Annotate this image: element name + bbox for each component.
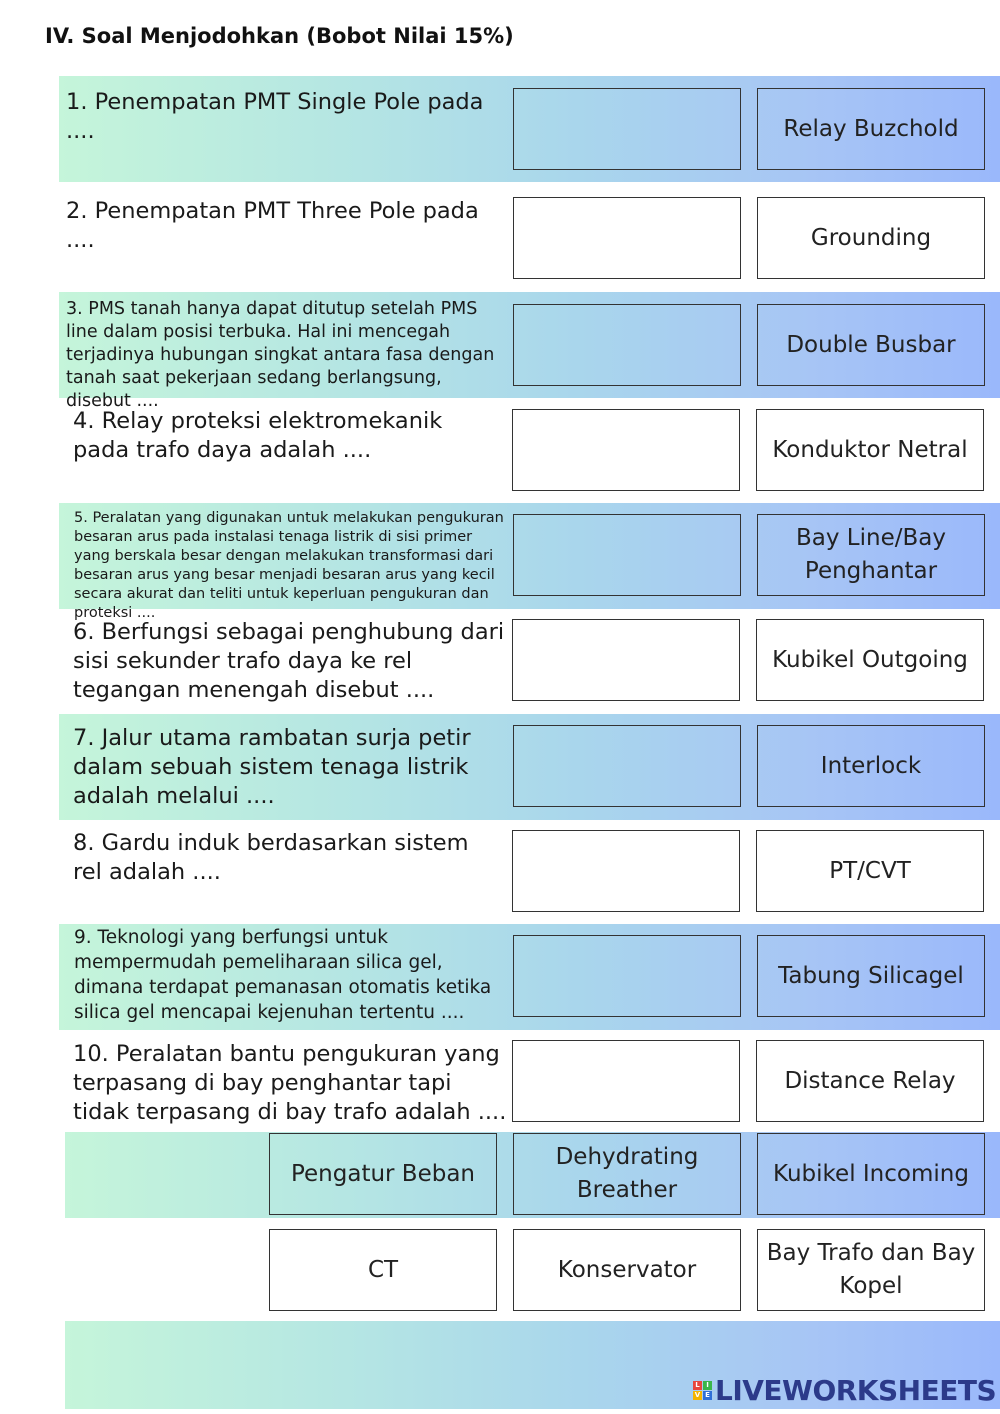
answer-drop-zone-10[interactable]: [512, 1040, 740, 1122]
word-tile[interactable]: Bay Trafo dan Bay Kopel: [757, 1229, 985, 1311]
answer-drop-zone-3[interactable]: [513, 304, 741, 386]
liveworksheets-logo: [693, 1374, 996, 1407]
word-tile[interactable]: Interlock: [757, 725, 985, 807]
answer-drop-zone-6[interactable]: [512, 619, 740, 701]
question-5: 5. Peralatan yang digunakan untuk melakukan pengukuran besaran arus pada instalasi tenaga listrik di sisi primer yang berskala besar dengan melakukan transformasi dari besaran arus yang besar menjadi besaran arus yang kecil secara akurat dan teliti untuk keperluan pengukuran dan proteksi ....: [74, 510, 504, 621]
question-7: 7. Jalur utama rambatan surja petir dalam sebuah sistem tenaga listrik adalah melalui ....: [73, 725, 471, 809]
word-tile[interactable]: Kubikel Outgoing: [756, 619, 984, 701]
answer-drop-zone-5[interactable]: [513, 514, 741, 596]
word-tile[interactable]: Tabung Silicagel: [757, 935, 985, 1017]
page-title: IV. Soal Menjodohkan (Bobot Nilai 15%): [45, 24, 514, 48]
question-1: 1. Penempatan PMT Single Pole pada ....: [66, 89, 484, 144]
word-tile[interactable]: Relay Buzchold: [757, 88, 985, 170]
answer-drop-zone-4[interactable]: [512, 409, 740, 491]
word-tile[interactable]: PT/CVT: [756, 830, 984, 912]
question-6: 6. Berfungsi sebagai penghubung dari sisi sekunder trafo daya ke rel tegangan menengah disebut ....: [73, 619, 505, 703]
question-3: 3. PMS tanah hanya dapat ditutup setelah PMS line dalam posisi terbuka. Hal ini mencegah terjadinya hubungan singkat antara fasa dengan tanah saat pekerjaan sedang berlangsung, disebut ....: [66, 299, 495, 411]
question-10: 10. Peralatan bantu pengukuran yang terpasang di bay penghantar tapi tidak terpasang di bay trafo adalah ....: [73, 1041, 507, 1125]
word-tile[interactable]: Pengatur Beban: [269, 1133, 497, 1215]
word-tile[interactable]: Grounding: [757, 197, 985, 279]
logo-text: LIVEWORKSHEETS: [715, 1374, 997, 1407]
question-9: 9. Teknologi yang berfungsi untuk mempermudah pemeliharaan silica gel, dimana terdapat pemanasan otomatis ketika silica gel mencapai kejenuhan tertentu ....: [74, 927, 492, 1023]
word-tile[interactable]: Dehydrating Breather: [513, 1133, 741, 1215]
word-tile[interactable]: Double Busbar: [757, 304, 985, 386]
liveworksheets-logo-icon: L I V E: [693, 1381, 712, 1400]
answer-drop-zone-1[interactable]: [513, 88, 741, 170]
question-2: 2. Penempatan PMT Three Pole pada ....: [66, 198, 479, 253]
word-tile[interactable]: Kubikel Incoming: [757, 1133, 985, 1215]
word-tile[interactable]: Konservator: [513, 1229, 741, 1311]
answer-drop-zone-9[interactable]: [513, 935, 741, 1017]
answer-drop-zone-2[interactable]: [513, 197, 741, 279]
question-4: 4. Relay proteksi elektromekanik pada trafo daya adalah ....: [73, 408, 443, 463]
word-tile[interactable]: CT: [269, 1229, 497, 1311]
answer-drop-zone-7[interactable]: [513, 725, 741, 807]
answer-drop-zone-8[interactable]: [512, 830, 740, 912]
word-tile[interactable]: Konduktor Netral: [756, 409, 984, 491]
question-8: 8. Gardu induk berdasarkan sistem rel adalah ....: [73, 830, 469, 885]
word-tile[interactable]: Bay Line/Bay Penghantar: [757, 514, 985, 596]
word-tile[interactable]: Distance Relay: [756, 1040, 984, 1122]
